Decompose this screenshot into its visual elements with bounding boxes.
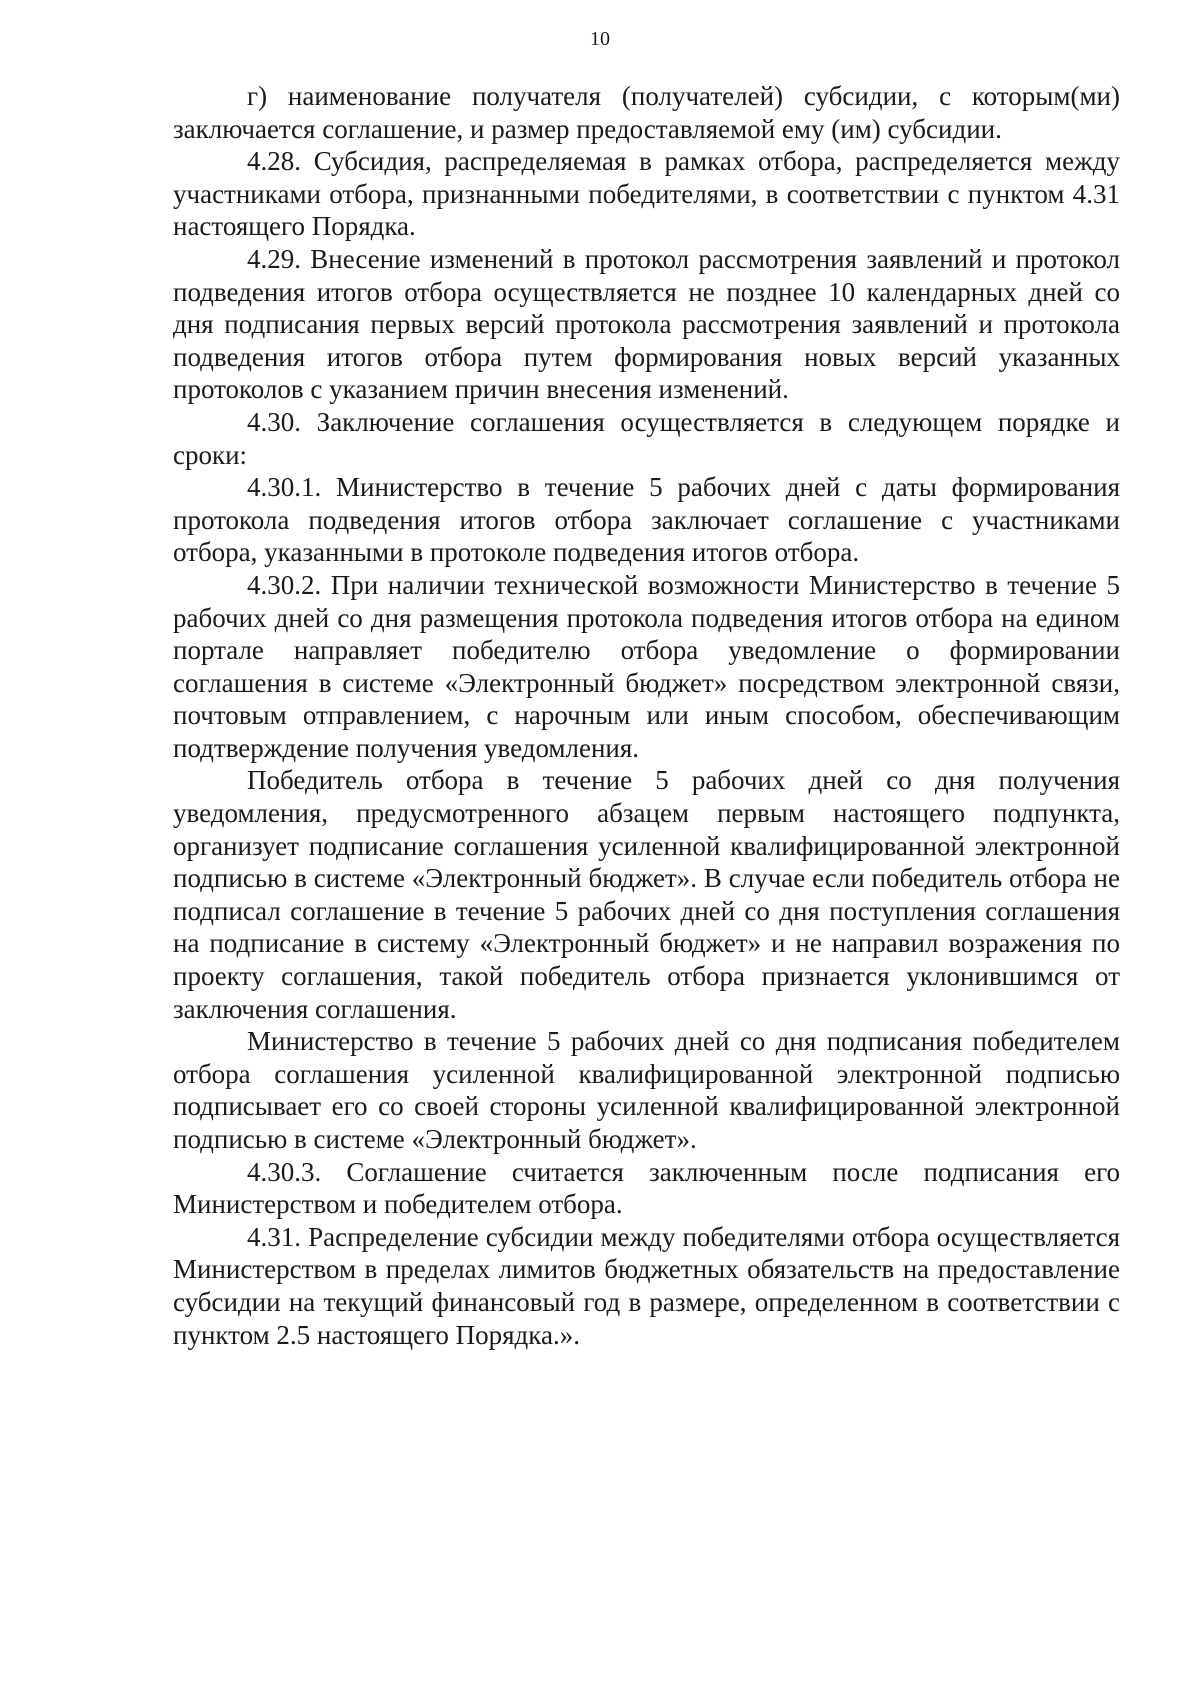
paragraph-4-28: 4.28. Субсидия, распределяемая в рамках отбора, распределяется между участниками отбора, признанными победителями, в соответствии с пунктом 4.31 настоящего Порядка. (173, 146, 1120, 242)
document-body (173, 80, 1120, 1351)
paragraph-4-30: 4.30. Заключение соглашения осуществляется в следующем порядке и сроки: (173, 406, 1120, 470)
paragraph-winner-signing: Победитель отбора в течение 5 рабочих дней со дня получения уведомления, предусмотренного абзацем первым настоящего подпункта, организует подписание соглашения усиленной квалифицированной электронной подписью в системе «Электронный бюджет». В случае если победитель отбора не подписал соглашение в течение 5 рабочих дней со дня поступления соглашения на подписание в систему «Электронный бюджет» и не направил возражения по проекту соглашения, такой победитель отбора признается уклонившимся от заключения соглашения. (173, 765, 1120, 1024)
paragraph-4-30-3: 4.30.3. Соглашение считается заключенным после подписания его Министерством и победителем отбора. (173, 1156, 1120, 1220)
paragraph-recipient-name: г) наименование получателя (получателей) субсидии, с которым(ми) заключается соглашение, и размер предоставляемой ему (им) субсидии. (173, 81, 1120, 144)
paragraph-4-29: 4.29. Внесение изменений в протокол рассмотрения заявлений и протокол подведения итогов отбора осуществляется не позднее 10 календарных дней со дня подписания первых версий протокола рассмотрения заявлений и протокола подведения итогов отбора путем формирования новых версий указанных протоколов с указанием причин внесения изменений. (173, 243, 1120, 405)
paragraph-4-30-1: 4.30.1. Министерство в течение 5 рабочих дней с даты формирования протокола подведения итогов отбора заключает соглашение с участниками отбора, указанными в протоколе подведения итогов отбора. (173, 472, 1120, 568)
page-number: 10 (590, 28, 610, 50)
paragraph-4-30-2: 4.30.2. При наличии технической возможности Министерство в течение 5 рабочих дней со дня размещения протокола подведения итогов отбора на едином портале направляет победителю отбора уведомление о формировании соглашения в системе «Электронный бюджет» посредством электронной связи, почтовым отправлением, с нарочным или иным способом, обеспечивающим подтверждение получения уведомления. (173, 569, 1120, 763)
paragraph-4-31: 4.31. Распределение субсидии между победителями отбора осуществляется Министерством в пределах лимитов бюджетных обязательств на предоставление субсидии на текущий финансовый год в размере, определенном в соответствии с пунктом 2.5 настоящего Порядка.». (173, 1221, 1120, 1350)
paragraph-ministry-signing: Министерство в течение 5 рабочих дней со дня подписания победителем отбора соглашения усиленной квалифицированной электронной подписью подписывает его со своей стороны усиленной квалифицированной электронной подписью в системе «Электронный бюджет». (173, 1026, 1120, 1154)
